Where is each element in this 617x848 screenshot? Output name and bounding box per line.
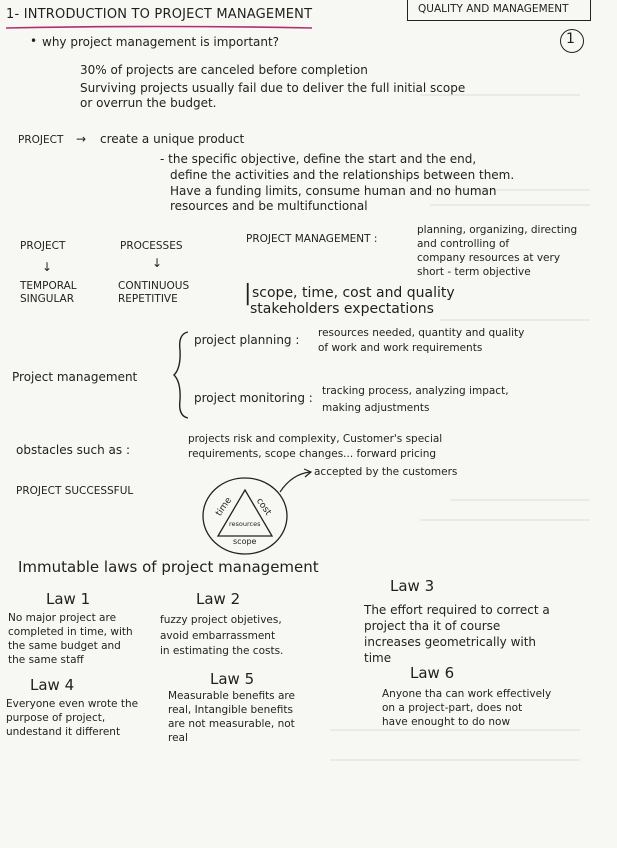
law5-text-1: Measurable benefits are [168, 690, 295, 702]
law6-text-2: on a project-part, does not [382, 702, 523, 714]
law5-text-3: are not measurable, not [168, 718, 295, 730]
law4-title: Law 4 [30, 676, 75, 694]
law3-text-2: project tha it of course [364, 619, 501, 633]
law3-text-4: time [364, 651, 392, 665]
compare-processes: PROCESSES [120, 240, 183, 252]
law1-text-3: the same budget and [8, 640, 121, 652]
law3-title: Law 3 [390, 577, 435, 595]
arrow-right-icon: → [76, 132, 87, 146]
project-detail-2: define the activities and the relationships between them. [170, 168, 515, 182]
bullet-dot: • [30, 34, 38, 48]
pipe: | [244, 281, 252, 306]
monitoring-2: making adjustments [322, 402, 430, 414]
law1-title: Law 1 [46, 590, 91, 608]
law4-text-1: Everyone even wrote the [6, 698, 139, 710]
project-detail-4: resources and be multifunctional [170, 199, 368, 213]
law4-text-2: purpose of project, [6, 712, 106, 724]
intro-stat: 30% of projects are canceled before completion [80, 63, 368, 77]
triangle-time: time [214, 495, 235, 519]
law6-title: Law 6 [410, 664, 455, 682]
success-triangle-diagram [200, 468, 500, 560]
planning-2: of work and work requirements [318, 342, 483, 354]
page-number: 1 [566, 31, 575, 47]
project-detail-3: Have a funding limits, consume human and no human [170, 184, 497, 198]
accepted-text: accepted by the customers [314, 466, 458, 478]
curly-brace [172, 330, 192, 420]
law3-text-3: increases geometrically with [364, 635, 537, 649]
success-label: PROJECT SUCCESSFUL [16, 485, 134, 497]
law5-title: Law 5 [210, 670, 255, 688]
pm-label: PROJECT MANAGEMENT : [246, 233, 378, 245]
project-attr-singular: SINGULAR [20, 293, 75, 305]
law2-text-3: in estimating the costs. [160, 645, 284, 657]
compare-project: PROJECT [20, 240, 66, 252]
title-underline [4, 24, 316, 32]
law2-text-1: fuzzy project objetives, [160, 614, 282, 626]
intro-surviving-1: Surviving projects usually fail due to deliver the full initial scope [80, 81, 466, 95]
pm-split-label: Project management [12, 370, 138, 384]
law4-text-3: undestand it different [6, 726, 121, 738]
project-label: PROJECT [18, 134, 64, 146]
triangle-scope: scope [233, 537, 257, 546]
law2-title: Law 2 [196, 590, 241, 608]
law1-text-2: completed in time, with [8, 626, 133, 638]
law6-text-3: have enought to do now [382, 716, 511, 728]
project-definition: create a unique product [100, 132, 245, 146]
pm-scope: scope, time, cost and quality [252, 285, 455, 301]
law2-text-2: avoid embarrassment [160, 630, 276, 642]
process-attr-repetitive: REPETITIVE [118, 293, 178, 305]
intro-surviving-2: or overrun the budget. [80, 96, 217, 110]
project-attr-temporal: TEMPORAL [20, 280, 77, 292]
laws-heading: Immutable laws of project management [18, 558, 319, 576]
pm-def-1: planning, organizing, directing [417, 224, 578, 236]
triangle-center: resources [229, 520, 261, 528]
planning-1: resources needed, quantity and quality [318, 327, 525, 339]
pm-def-3: company resources at very [417, 252, 561, 264]
project-detail-1: - the specific objective, define the start and the end, [160, 152, 477, 166]
law5-text-4: real [168, 732, 188, 744]
law6-text-1: Anyone tha can work effectively [382, 688, 552, 700]
law1-text-4: the same staff [8, 654, 84, 666]
obstacles-label: obstacles such as : [16, 443, 130, 457]
page-title: 1- INTRODUCTION TO PROJECT MANAGEMENT [6, 7, 313, 22]
law3-text-1: The effort required to correct a [364, 603, 550, 617]
law5-text-2: real, Intangible benefits [168, 704, 293, 716]
down-arrow-icon: ↓ [42, 260, 53, 274]
triangle-cost: cost [253, 496, 273, 518]
pm-stakeholders: stakeholders expectations [250, 301, 434, 317]
pm-def-2: and controlling of [417, 238, 510, 250]
process-attr-continuous: CONTINUOUS [118, 280, 190, 292]
obstacles-1: projects risk and complexity, Customer's special [188, 433, 443, 445]
obstacles-2: requirements, scope changes... forward pricing [188, 448, 437, 460]
monitoring-label: project monitoring : [194, 391, 313, 405]
pm-def-4: short - term objective [417, 266, 531, 278]
monitoring-1: tracking process, analyzing impact, [322, 385, 509, 397]
down-arrow-icon: ↓ [152, 256, 163, 270]
law1-text-1: No major project are [8, 612, 117, 624]
subject-label: QUALITY AND MANAGEMENT [418, 3, 569, 15]
intro-question: why project management is important? [42, 35, 280, 49]
planning-label: project planning : [194, 333, 300, 347]
